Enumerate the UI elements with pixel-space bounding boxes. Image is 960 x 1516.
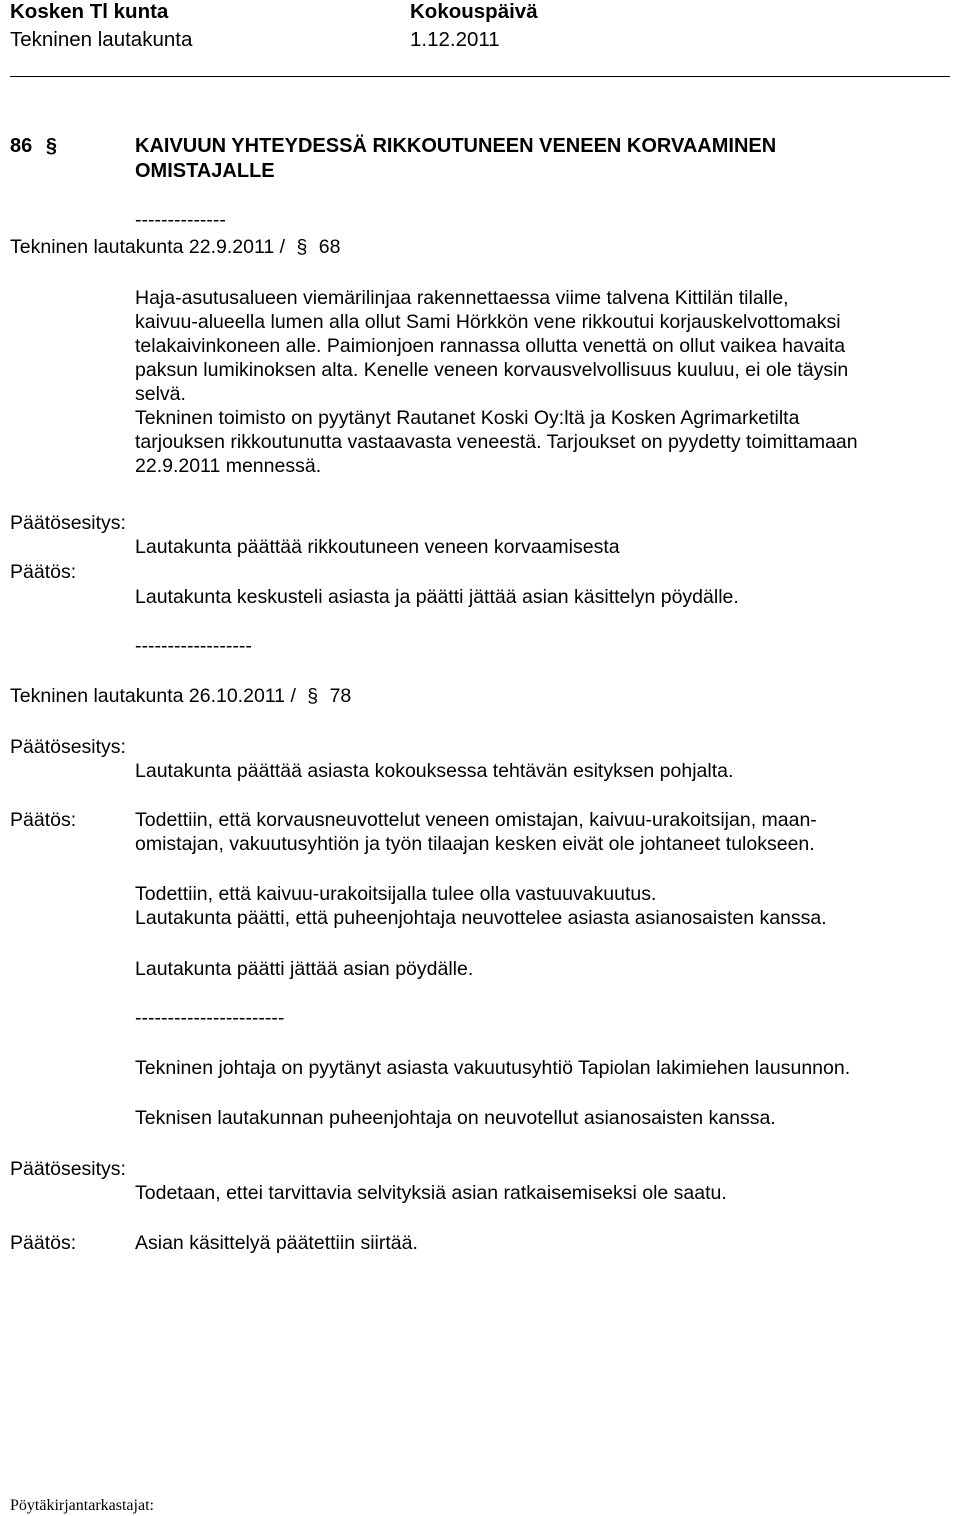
proposal-text: Lautakunta päättää rikkoutuneen veneen korvaamisesta [135,536,620,558]
proposal-text: Lautakunta päättää asiasta kokouksessa tehtävän esityksen pohjalta. [135,760,734,782]
section-number [10,134,57,159]
reference-number: 68 [318,236,341,258]
proposal-label: Päätösesitys: [10,512,126,534]
section-title-line: OMISTAJALLE [135,160,275,182]
decision-line: omistajan, vakuutusyhtiön ja työn tilaajan kesken eivät ole johtaneet tulokseen. [135,833,815,855]
separator: ----------------------- [135,1007,285,1029]
reviewers-label: Pöytäkirjantarkastajat: [10,1497,154,1514]
reference-number: 78 [329,685,352,707]
description-line: telakaivinkoneen alle. Paimionjoen rannassa ollutta venettä on ollut vaikea havaita [135,335,846,357]
header-divider [10,76,950,77]
section-number-value: 86 [10,135,33,157]
meeting-date: 1.12.2011 [410,28,500,51]
decision-label: Päätös: [10,809,77,831]
meeting-date-label: Kokouspäivä [410,0,538,23]
meeting-reference-text: Tekninen lautakunta 26.10.2011 / [10,685,296,707]
decision-notes [135,882,827,930]
separator: -------------- [135,209,226,231]
separator: ------------------ [135,635,252,657]
committee-name: Tekninen lautakunta [10,28,193,51]
description-line: Tekninen toimisto on pyytänyt Rautanet Koski Oy:ltä ja Kosken Agrimarketilta [135,407,800,429]
meeting-reference-text: Tekninen lautakunta 22.9.2011 / [10,236,286,258]
section-title [135,134,776,184]
proposal-label: Päätösesitys: [10,1158,126,1180]
description-line: paksun lumikinoksen alta. Kenelle veneen korvausvelvollisuus kuuluu, ei ole täysin [135,359,849,381]
meeting-reference [10,684,351,708]
section-symbol: § [45,135,57,157]
description-line: selvä. [135,383,186,405]
description-line: tarjouksen rikkoutunutta vastaavasta veneestä. Tarjoukset on pyydetty toimittamaan [135,431,858,453]
case-description [135,286,858,478]
status-line: Teknisen lautakunnan puheenjohtaja on neuvotellut asianosaisten kanssa. [135,1107,776,1129]
meeting-reference [10,235,340,259]
note-line: Lautakunta päätti, että puheenjohtaja neuvottelee asiasta asianosaisten kanssa. [135,907,827,929]
decision-text: Asian käsittelyä päätettiin siirtää. [135,1232,418,1254]
decision-text [135,808,817,856]
proposal-label: Päätösesitys: [10,736,126,758]
section-title-line: KAIVUUN YHTEYDESSÄ RIKKOUTUNEEN VENEEN KORVAAMINEN [135,135,777,157]
status-line: Tekninen johtaja on pyytänyt asiasta vakuutusyhtiö Tapiolan lakimiehen lausunnon. [135,1057,851,1079]
organization-name: Kosken Tl kunta [10,0,169,23]
description-line: Haja-asutusalueen viemärilinjaa rakennettaessa viime talvena Kittilän tilalle, [135,287,789,309]
proposal-text: Todetaan, ettei tarvittavia selvityksiä asian ratkaisemiseksi ole saatu. [135,1182,727,1204]
decision-label: Päätös: [10,1232,77,1254]
decision-text: Lautakunta keskusteli asiasta ja päätti jättää asian käsittelyn pöydälle. [135,586,739,608]
final-note: Lautakunta päätti jättää asian pöydälle. [135,958,474,980]
note-line: Todettiin, että kaivuu-urakoitsijalla tulee olla vastuuvakuutus. [135,883,657,905]
paragraph-symbol: § [307,685,319,707]
description-line: kaivuu-alueella lumen alla ollut Sami Hörkkön vene rikkoutui korjauskelvottomaksi [135,311,841,333]
decision-label: Päätös: [10,561,77,583]
decision-line: Todettiin, että korvausneuvottelut veneen omistajan, kaivuu-urakoitsijan, maan- [135,809,817,831]
description-line: 22.9.2011 mennessä. [135,455,322,477]
paragraph-symbol: § [296,236,308,258]
